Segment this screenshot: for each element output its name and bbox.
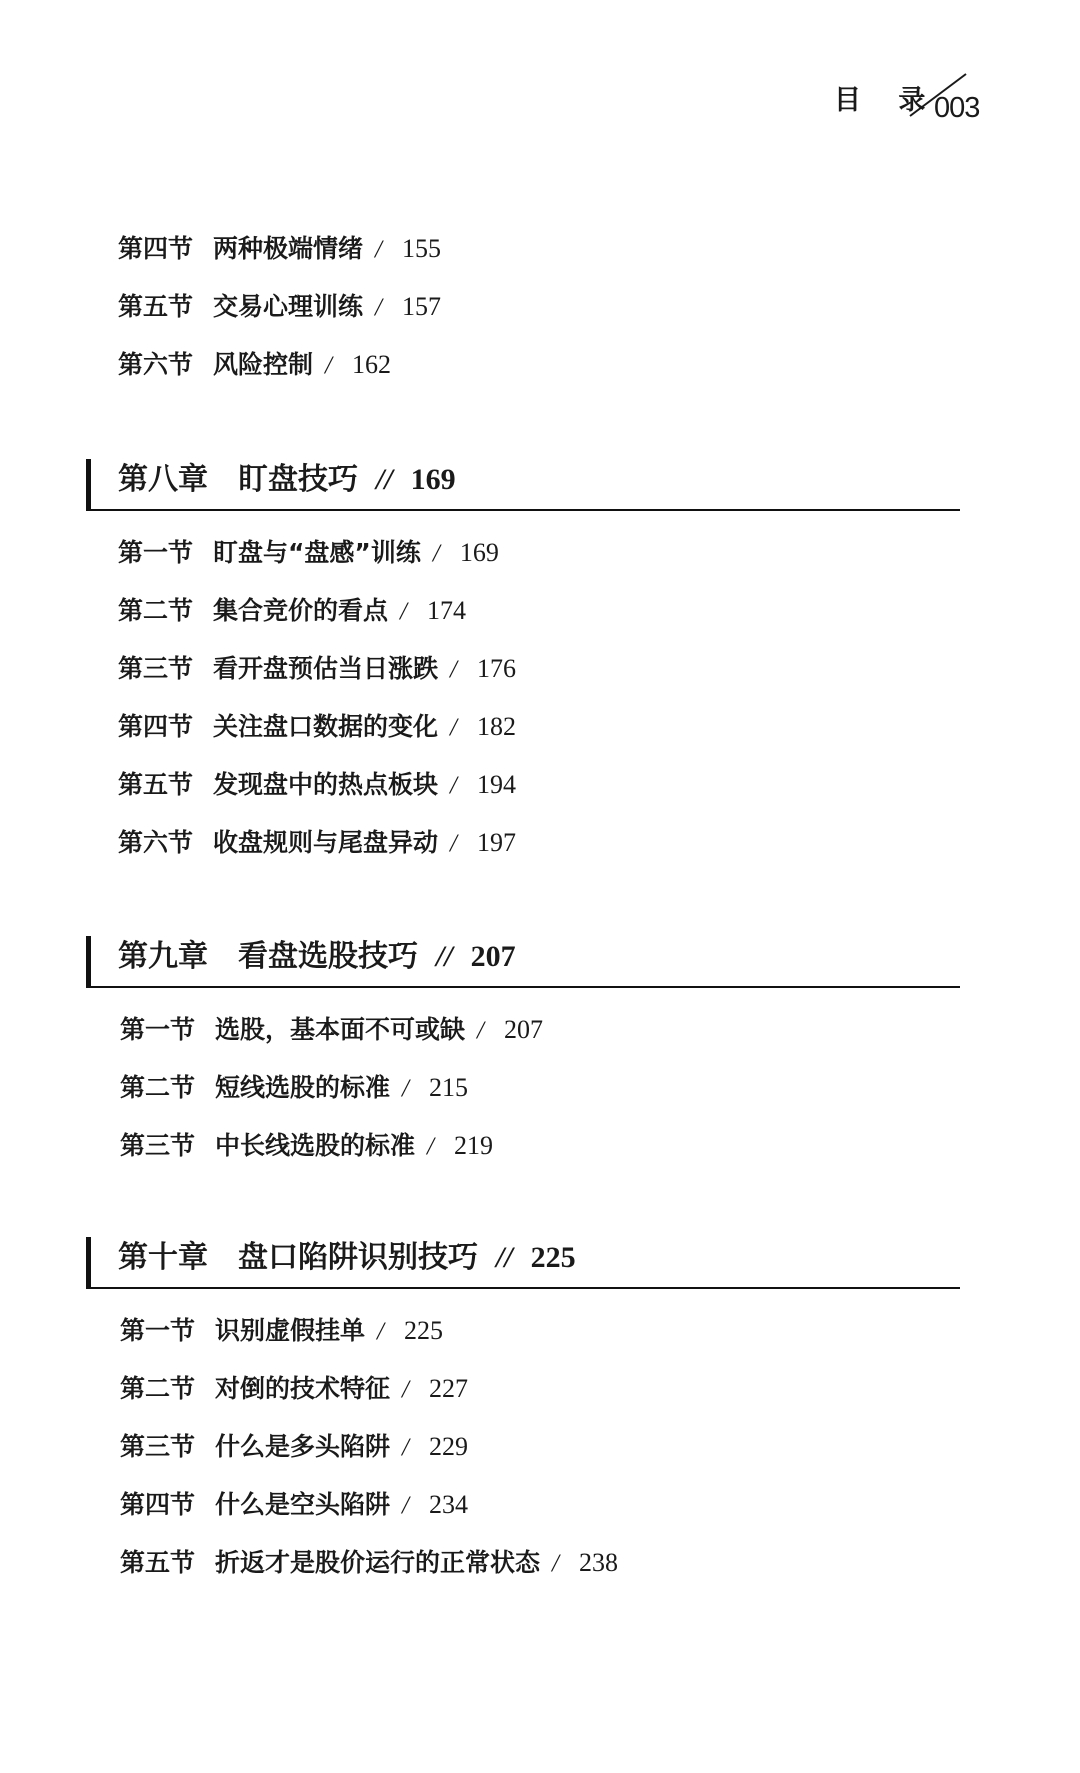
separator: / <box>450 714 457 741</box>
separator: / <box>402 1376 409 1403</box>
section-page: 215 <box>428 1073 468 1102</box>
separator: / <box>450 656 457 683</box>
separator: / <box>450 830 457 857</box>
section-number: 第四节 <box>120 1490 196 1519</box>
chapter-heading[interactable] <box>86 932 960 992</box>
page-number: 003 <box>934 92 980 124</box>
section-page: 155 <box>401 234 441 263</box>
section-number: 第一节 <box>120 1316 196 1345</box>
separator: / <box>375 294 382 321</box>
section-number: 第四节 <box>118 234 194 263</box>
section-page: 174 <box>426 596 466 625</box>
section-title: 发现盘中的热点板块 <box>213 770 439 799</box>
toc-entry[interactable] <box>118 651 516 687</box>
section-page: 238 <box>578 1548 618 1577</box>
section-page: 176 <box>476 654 516 683</box>
section-number: 第一节 <box>120 1015 196 1044</box>
chapter-number: 第九章 <box>118 939 208 974</box>
section-number: 第五节 <box>118 292 194 321</box>
section-number: 第二节 <box>120 1374 196 1403</box>
chapter-page: 207 <box>470 940 516 973</box>
section-page: 234 <box>428 1490 468 1519</box>
section-number: 第三节 <box>118 654 194 683</box>
section-number: 第五节 <box>118 770 194 799</box>
page-header <box>834 70 1004 130</box>
section-title: 看开盘预估当日涨跌 <box>213 654 439 683</box>
section-title: 收盘规则与尾盘异动 <box>213 828 439 857</box>
separator: / <box>325 352 332 379</box>
chapter-heading[interactable] <box>86 1233 960 1293</box>
separator: / <box>402 1075 409 1102</box>
toc-entry[interactable] <box>120 1487 468 1523</box>
section-title: 什么是空头陷阱 <box>215 1490 391 1519</box>
section-number: 第六节 <box>118 828 194 857</box>
section-page: 162 <box>351 350 391 379</box>
section-title: 对倒的技术特征 <box>215 1374 391 1403</box>
chapter-number: 第八章 <box>118 462 208 497</box>
section-number: 第二节 <box>120 1073 196 1102</box>
chapter-page: 169 <box>410 463 456 496</box>
chapter-title-line <box>118 455 456 505</box>
section-title: 两种极端情绪 <box>213 234 364 263</box>
toc-entry[interactable] <box>120 1070 468 1106</box>
toc-entry[interactable] <box>120 1128 493 1164</box>
chapter-title: 看盘选股技巧 <box>238 939 418 974</box>
section-title: 识别虚假挂单 <box>215 1316 366 1345</box>
toc-entry[interactable] <box>118 709 516 745</box>
section-number: 第一节 <box>118 538 194 567</box>
toc-entry[interactable] <box>118 289 441 325</box>
section-page: 225 <box>403 1316 443 1345</box>
section-number: 第三节 <box>120 1432 196 1461</box>
chapter-title: 盘口陷阱识别技巧 <box>238 1240 478 1275</box>
toc-entry[interactable] <box>118 231 441 267</box>
separator: / <box>377 1318 384 1345</box>
toc-entry[interactable] <box>120 1429 468 1465</box>
separator: / <box>477 1017 484 1044</box>
section-page: 227 <box>428 1374 468 1403</box>
separator: / <box>402 1434 409 1461</box>
toc-entry[interactable] <box>118 535 499 571</box>
header-label: 目 录 <box>834 85 940 116</box>
chapter-page: 225 <box>530 1241 576 1274</box>
chapter-separator: // <box>496 1241 513 1274</box>
separator: / <box>400 598 407 625</box>
toc-entry[interactable] <box>118 825 516 861</box>
section-page: 157 <box>401 292 441 321</box>
chapter-rule <box>86 1287 960 1289</box>
toc-entry[interactable] <box>120 1371 468 1407</box>
chapter-title-line <box>118 1233 576 1283</box>
section-title: 风险控制 <box>213 350 314 379</box>
chapter-title: 盯盘技巧 <box>238 462 358 497</box>
separator: / <box>432 540 440 567</box>
section-title: 折返才是股价运行的正常状态 <box>215 1548 541 1577</box>
section-page: 229 <box>428 1432 468 1461</box>
chapter-bar <box>86 936 91 988</box>
section-number: 第二节 <box>118 596 194 625</box>
section-title: 什么是多头陷阱 <box>215 1432 391 1461</box>
separator: / <box>427 1133 434 1160</box>
section-title: 盯盘与“盘感”训练 <box>213 538 421 567</box>
section-title: 短线选股的标准 <box>215 1073 391 1102</box>
chapter-bar <box>86 1237 91 1289</box>
toc-entry[interactable] <box>120 1545 618 1581</box>
section-page: 182 <box>476 712 516 741</box>
chapter-separator: // <box>436 940 453 973</box>
separator: / <box>402 1492 409 1519</box>
section-number: 第三节 <box>120 1131 196 1160</box>
chapter-title-line <box>118 932 516 982</box>
section-title: 选股，基本面不可或缺 <box>215 1015 466 1044</box>
chapter-heading[interactable] <box>86 455 960 515</box>
section-page: 194 <box>476 770 516 799</box>
section-page: 219 <box>453 1131 493 1160</box>
section-title: 交易心理训练 <box>213 292 364 321</box>
section-title: 中长线选股的标准 <box>215 1131 416 1160</box>
section-page: 169 <box>459 538 499 567</box>
toc-entry[interactable] <box>118 767 516 803</box>
chapter-number: 第十章 <box>118 1240 208 1275</box>
section-number: 第六节 <box>118 350 194 379</box>
chapter-rule <box>86 509 960 511</box>
toc-entry[interactable] <box>120 1012 543 1048</box>
section-page: 207 <box>503 1015 543 1044</box>
section-number: 第四节 <box>118 712 194 741</box>
section-number: 第五节 <box>120 1548 196 1577</box>
toc-entry[interactable] <box>120 1313 443 1349</box>
toc-entry[interactable] <box>118 347 391 383</box>
chapter-rule <box>86 986 960 988</box>
chapter-separator: // <box>376 463 393 496</box>
separator: / <box>552 1550 559 1577</box>
section-title: 关注盘口数据的变化 <box>213 712 439 741</box>
chapter-bar <box>86 459 91 511</box>
separator: / <box>375 236 382 263</box>
section-title: 集合竞价的看点 <box>213 596 389 625</box>
separator: / <box>450 772 457 799</box>
section-page: 197 <box>476 828 516 857</box>
toc-entry[interactable] <box>118 593 466 629</box>
